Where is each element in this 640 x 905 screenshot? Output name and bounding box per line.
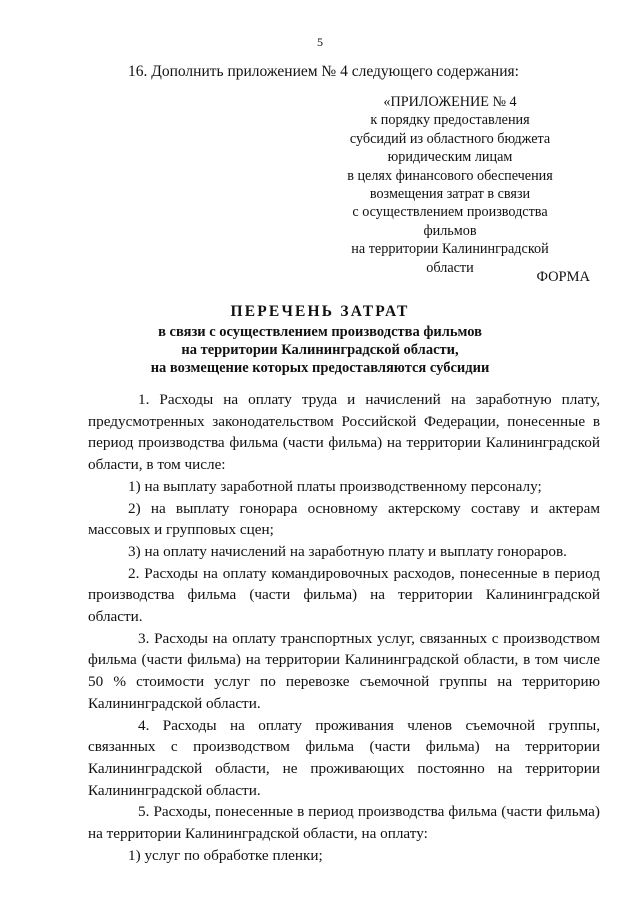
paragraph: 4. Расходы на оплату проживания членов съемочной группы, связанных с производством фильма (части фильма) на территории Калининградской области, не проживающих постоянно на территории Калининградской области. (88, 716, 600, 799)
list-item: 1) услуг по обработке пленки; (128, 846, 323, 864)
list-item: 3) на оплату начислений на заработную плату и выплату гонораров. (128, 542, 567, 560)
appendix-line: на территории Калининградской (351, 241, 549, 258)
paragraph: 1. Расходы на оплату труда и начислений на заработную плату, предусмотренных законодательством Российской Федерации, понесенные в период производства фильма (части фильма) на территории Калининградской области, в том числе: (88, 391, 600, 474)
appendix-line: юридическим лицам (387, 149, 513, 166)
appendix-line: фильмов (423, 222, 477, 239)
appendix-line: в целях финансового обеспечения (347, 167, 553, 184)
appendix-line: субсидий из областного бюджета (349, 130, 551, 147)
page-number: 5 (317, 35, 323, 49)
appendix-line: к порядку предоставления (370, 112, 530, 129)
heading-subtitle-line: на территории Калининградской области, (181, 342, 459, 359)
appendix-line: возмещения затрат в связи (369, 186, 531, 203)
document-body (88, 389, 600, 866)
heading-subtitle-line: на возмещение которых предоставляются субсидии (150, 360, 490, 377)
appendix-line: области (426, 259, 474, 276)
appendix-block (300, 93, 600, 277)
paragraph: 5. Расходы, понесенные в период производства фильма (части фильма) на территории Калининградской области, на оплату: (88, 803, 600, 843)
list-item: 1) на выплату заработной платы производственному персоналу; (128, 477, 542, 495)
intro-line: 16. Дополнить приложением № 4 следующего содержания: (128, 63, 519, 80)
paragraph: 2. Расходы на оплату командировочных расходов, понесенные в период производства фильма (части фильма) на территории Калининградской области. (88, 564, 600, 626)
appendix-line: с осуществлением производства (352, 204, 548, 221)
document-heading (0, 301, 640, 378)
paragraph: 3. Расходы на оплату транспортных услуг, связанных с производством фильма (части фильма) на территории Калининградской области, в том числе 50 % стоимости услуг по перевозке съемочной группы на территорию Калининградской области. (88, 629, 600, 712)
list-item: 2) на выплату гонорара основному актерскому составу и актерам массовых и групповых сцен; (88, 499, 600, 539)
appendix-line: «ПРИЛОЖЕНИЕ № 4 (383, 94, 517, 110)
heading-subtitle-line: в связи с осуществлением производства фильмов (158, 324, 482, 340)
heading-title: ПЕРЕЧЕНЬ ЗАТРАТ (230, 303, 410, 320)
form-label: ФОРМА (536, 269, 590, 285)
